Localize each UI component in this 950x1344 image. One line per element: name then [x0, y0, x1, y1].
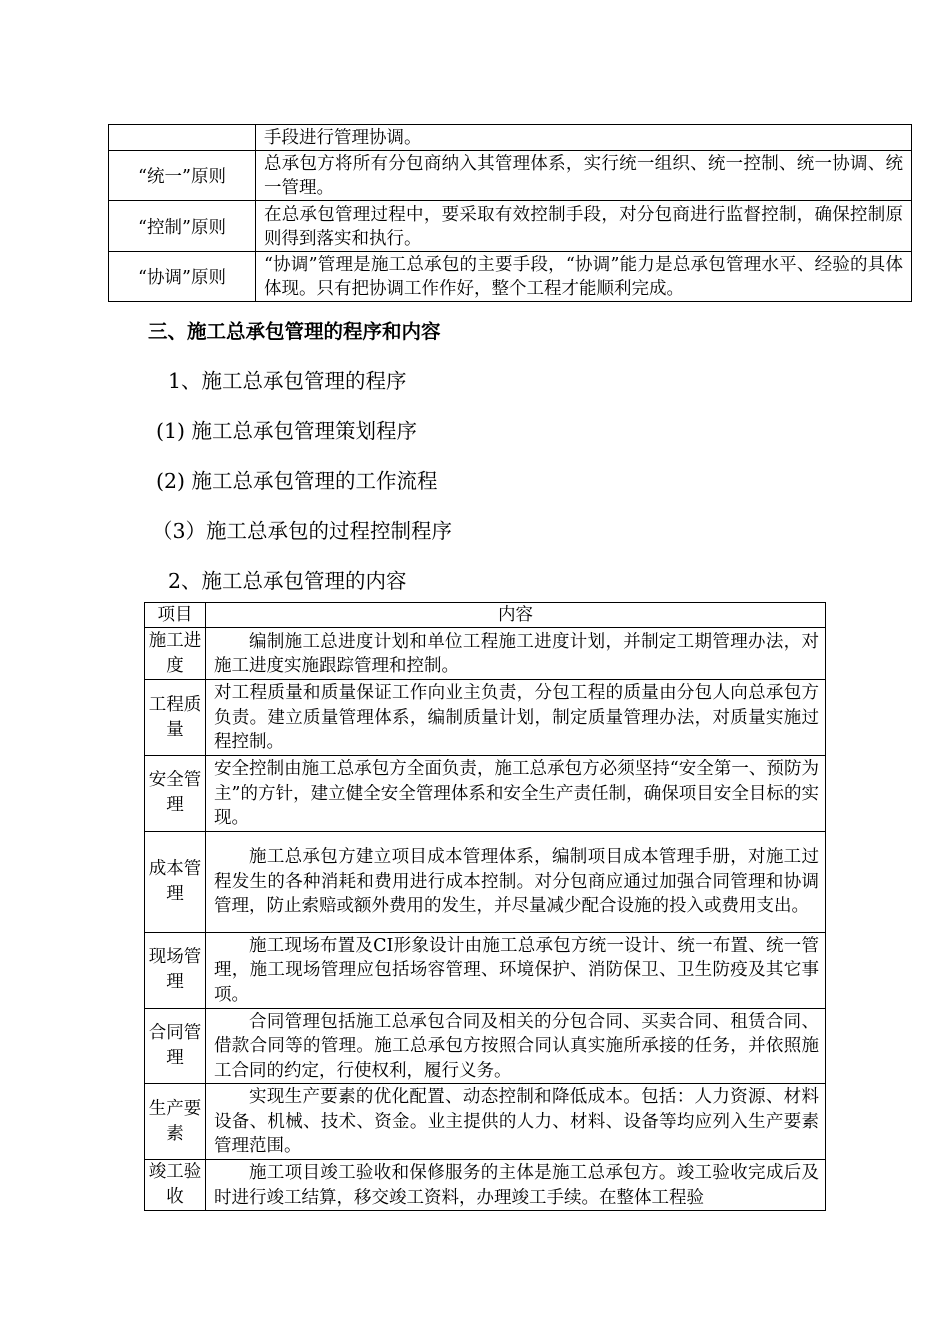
table-row	[109, 252, 912, 302]
table-row	[145, 1160, 826, 1211]
principle-label: “统一”原则	[109, 151, 256, 201]
table-row	[145, 1008, 826, 1084]
row-item: 成本管理	[145, 831, 206, 932]
table-row	[145, 932, 826, 1008]
paragraph: 1、施工总承包管理的程序	[168, 369, 407, 393]
row-content: 施工总承包方建立项目成本管理体系，编制项目成本管理手册，对施工过程发生的各种消耗和费用进行成本控制。对分包商应通过加强合同管理和协调管理，防止索赔或额外费用的发生，并尽量减少配合设施的投入或费用支出。	[206, 831, 826, 932]
row-content: 编制施工总进度计划和单位工程施工进度计划，并制定工期管理办法，对施工进度实施跟踪管理和控制。	[206, 628, 826, 680]
table-row	[145, 680, 826, 756]
principle-label	[109, 125, 256, 151]
table-row	[109, 125, 912, 151]
row-item: 竣工验收	[145, 1160, 206, 1211]
row-item: 现场管理	[145, 932, 206, 1008]
table-row	[145, 756, 826, 832]
section-heading: 三、施工总承包管理的程序和内容	[148, 320, 441, 343]
table-row	[145, 628, 826, 680]
table-row	[109, 201, 912, 252]
row-content: 施工项目竣工验收和保修服务的主体是施工总承包方。竣工验收完成后及时进行竣工结算，移交竣工资料，办理竣工手续。在整体工程验	[206, 1160, 826, 1211]
table-row	[109, 151, 912, 201]
paragraph: 2、施工总承包管理的内容	[168, 569, 407, 593]
paragraph: （3）施工总承包的过程控制程序	[152, 519, 453, 543]
paragraph: (2) 施工总承包管理的工作流程	[156, 469, 438, 493]
row-content: 实现生产要素的优化配置、动态控制和降低成本。包括：人力资源、材料设备、机械、技术、资金。业主提供的人力、材料、设备等均应列入生产要素管理范围。	[206, 1084, 826, 1160]
row-content: 合同管理包括施工总承包合同及相关的分包合同、买卖合同、租赁合同、借款合同等的管理。施工总承包方按照合同认真实施所承接的任务，并依照施工合同的约定，行使权利，履行义务。	[206, 1008, 826, 1084]
row-content: 施工现场布置及CI形象设计由施工总承包方统一设计、统一布置、统一管理，施工现场管理应包括场容管理、环境保护、消防保卫、卫生防疫及其它事项。	[206, 932, 826, 1008]
table-row	[145, 1084, 826, 1160]
row-content: 对工程质量和质量保证工作向业主负责，分包工程的质量由分包人向总承包方负责。建立质量管理体系，编制质量计划，制定质量管理办法，对质量实施过程控制。	[206, 680, 826, 756]
principle-label: “控制”原则	[109, 201, 256, 252]
principle-label: “协调”原则	[109, 252, 256, 302]
row-item: 合同管理	[145, 1008, 206, 1084]
table-header-row	[145, 603, 826, 628]
principle-text: “协调”管理是施工总承包的主要手段，“协调”能力是总承包管理水平、经验的具体体现。只有把协调工作作好，整个工程才能顺利完成。	[256, 252, 912, 302]
paragraph: (1) 施工总承包管理策划程序	[156, 419, 418, 443]
row-item: 工程质量	[145, 680, 206, 756]
column-header-item: 项目	[145, 603, 206, 628]
principle-text: 总承包方将所有分包商纳入其管理体系，实行统一组织、统一控制、统一协调、统一管理。	[256, 151, 912, 201]
column-header-content: 内容	[206, 603, 826, 628]
row-item: 安全管理	[145, 756, 206, 832]
table-row	[145, 831, 826, 932]
principle-text: 手段进行管理协调。	[256, 125, 912, 151]
principle-text: 在总承包管理过程中，要采取有效控制手段，对分包商进行监督控制，确保控制原则得到落实和执行。	[256, 201, 912, 252]
row-content: 安全控制由施工总承包方全面负责，施工总承包方必须坚持“安全第一、预防为主”的方针，建立健全安全管理体系和安全生产责任制，确保项目安全目标的实现。	[206, 756, 826, 832]
row-item: 生产要素	[145, 1084, 206, 1160]
content-table	[144, 602, 826, 1211]
row-item: 施工进度	[145, 628, 206, 680]
principles-table	[108, 124, 912, 302]
